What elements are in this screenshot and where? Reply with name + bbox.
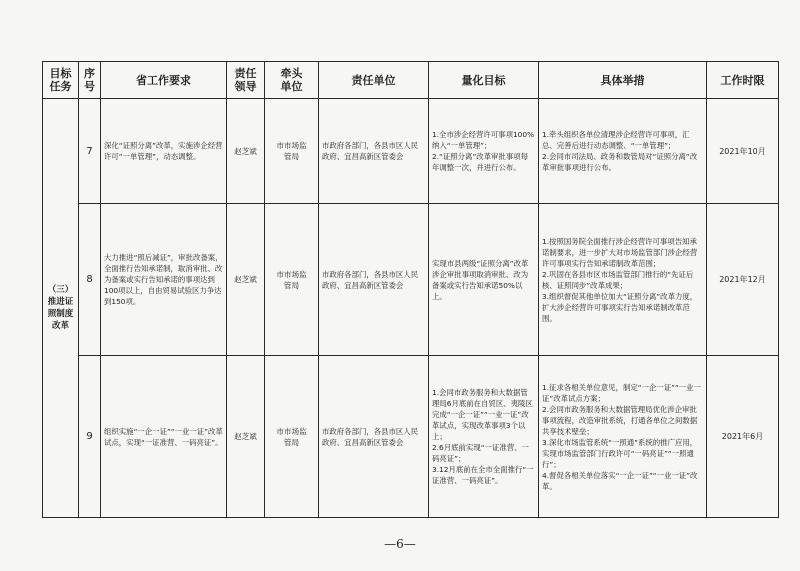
requirement-cell: 深化“证照分离”改革，实施涉企经营许可“一单管理”，动态调整。 — [101, 99, 227, 204]
header-requirement: 省工作要求 — [101, 62, 227, 99]
seq-cell: 8 — [79, 204, 101, 356]
seq-cell: 9 — [79, 356, 101, 518]
target-cell: 实现市县两级“证照分离”改革涉企审批事项取消审批、改为备案或实行告知承诺50%以上。 — [429, 204, 539, 356]
deadline-cell: 2021年6月 — [707, 356, 779, 518]
leader-cell: 赵芝斌 — [227, 204, 265, 356]
target-cell: 1.会同市政务服务和大数据管理局6月底前在自贸区、夷陵区完成“一企一证”“一业一证”改革试点，实现改革事项3个以上； 2.6月底前实现“一证准营、一码亮证”； 3.12月底前在全市全面推行“一证准营、一码亮证”。 — [429, 356, 539, 518]
leader-cell: 赵芝斌 — [227, 99, 265, 204]
lead-unit-cell: 市市场监 管局 — [265, 204, 319, 356]
deadline-cell: 2021年10月 — [707, 99, 779, 204]
lead-unit-cell: 市市场监 管局 — [265, 99, 319, 204]
header-responsible-unit: 责任单位 — [319, 62, 429, 99]
task-cell: （三） 推进证 照制度 改革 — [43, 99, 79, 518]
header-measures: 具体举措 — [539, 62, 707, 99]
table-row — [43, 204, 779, 356]
requirement-cell: 大力推进“照后减证”，审批改备案，全面推行告知承诺制，取消审批、改为备案或实行告知承诺的事项达到100项以上，自由贸易试验区力争达到150项。 — [101, 204, 227, 356]
target-cell: 1.全市涉企经营许可事项100%纳入“一单管理”； 2.“证照分离”改革审批事项每年调整一次，并进行公布。 — [429, 99, 539, 204]
table-row — [43, 356, 779, 518]
lead-unit-cell: 市市场监 管局 — [265, 356, 319, 518]
header-leader: 责任 领导 — [227, 62, 265, 99]
page-number: —6— — [384, 537, 416, 551]
header-row — [43, 62, 779, 99]
header-target: 量化目标 — [429, 62, 539, 99]
requirement-cell: 组织实施“一企一证”“一业一证”改革试点，实现“一证准营、一码亮证”。 — [101, 356, 227, 518]
header-seq: 序 号 — [79, 62, 101, 99]
header-task: 目标 任务 — [43, 62, 79, 99]
measures-cell: 1.征求各相关单位意见，制定“一企一证”“一业一证”改革试点方案； 2.会同市政务服务和大数据管理局优化涉企审批事项流程，改造审批系统，打通各单位之间数据共享技术壁垒； 3.深化市场监管系统“一照通”系统的推广应用，实现市场监管部门行政许可“一码亮证”“一照通行”； 4.督促各相关单位落实“一企一证”“一业一证”改革。 — [539, 356, 707, 518]
table-row — [43, 99, 779, 204]
responsible-unit-cell: 市政府各部门，各县市区人民政府、宜昌高新区管委会 — [319, 356, 429, 518]
responsible-unit-cell: 市政府各部门，各县市区人民政府、宜昌高新区管委会 — [319, 99, 429, 204]
responsible-unit-cell: 市政府各部门，各县市区人民政府、宜昌高新区管委会 — [319, 204, 429, 356]
seq-cell: 7 — [79, 99, 101, 204]
measures-cell: 1.按照国务院全面推行涉企经营许可事项告知承诺制要求，进一步扩大对市场监管部门涉企经营许可事项实行告知承诺制改革范围； 2.巩固在各县市区市场监管部门推行的“先证后核、证照同步”改革成果； 3.组织督促其他单位加大“证照分离”改革力度，扩大涉企经营许可事项实行告知承诺制改革范围。 — [539, 204, 707, 356]
work-plan-table — [42, 61, 779, 518]
deadline-cell: 2021年12月 — [707, 204, 779, 356]
header-lead-unit: 牵头 单位 — [265, 62, 319, 99]
header-deadline: 工作时限 — [707, 62, 779, 99]
measures-cell: 1.牵头组织各单位清理涉企经营许可事项，汇总、完善后进行动态调整、“一单管理”； 2.会同市司法局、政务和数管局对“证照分离”改革审批事项进行公布。 — [539, 99, 707, 204]
leader-cell: 赵芝斌 — [227, 356, 265, 518]
